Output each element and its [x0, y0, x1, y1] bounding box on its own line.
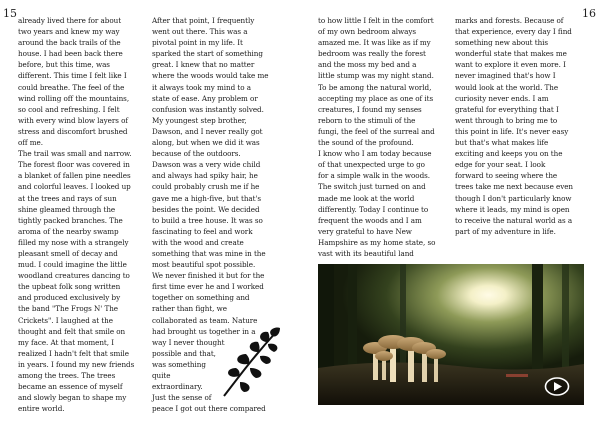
page-number-left: 15: [3, 7, 17, 20]
text-column-2: After that point, I frequently went out there. This was a pivotal point in my life. It sparked the start of something great. I knew that no matter where the woods would take me it always took my mind to a state of ease. Any problem or confusion was instantly solved. My youngest step brother, Dawson, and I never really got along, but when we did it was because of the outdoors. Dawson was a very wide child and always had spiky hair, he could probably crush me if he gave me a high-five, but that's besides the point. We decided to build a tree house. It was so fascinating to feel and work with the wood and create something that was mine in the most beautiful spot possible. We never finished it but for the first time ever he and I worked together on something and rather than fight, we collaborated as team. Nature had brought us together in a way I never thought possible and that, was something quite extraordinary. Just the sense of peace I got out there compared: [152, 16, 269, 414]
page-number-right: 16: [582, 7, 596, 20]
text-column-3: to how little I felt in the comfort of my own bedroom always amazed me. It was like as if my bedroom was really the forest and the moss my bed and a little stump was my night stand. To be among the natural world, accepting my place as one of its creatures, I found my senses reborn to the stimuli of the fungi, the feel of the surreal and the sound of the profound. I know who I am today because of that unexpected urge to go for a simple walk in the woods. The switch just turned on and made me look at the world differently. Today I continue to frequent the woods and I am very grateful to have New Hampshire as my home state, so vast with its beautiful land: [318, 16, 436, 258]
leaf-sprig-icon: [220, 326, 282, 398]
play-icon[interactable]: [544, 377, 570, 396]
text-column-4: marks and forests. Because of that experience, every day I find something new about this wonderful state that makes me want to explore it even more. I never imagined that's how I would look at the world. The curiosity never ends. I am grateful for everything that I went through to bring me to this point in life. It's never easy but that's what makes life exciting and keeps you on the edge for your seat. I look forward to seeing where the trees take me next because even though I don't particularly know where it leads, my mind is open to receive the natural world as a part of my adventure in life.: [455, 16, 574, 236]
text-column-1: already lived there for about two years and knew my way around the back trails of the house. I had been back there before, but this time, was different. This time I felt like I could breathe. The feel of the wind rolling off the mountains, so cool and refreshing. I felt with every wind blow layers of stress and discomfort brushed off me. The trail was small and narrow. The forest floor was covered in a blanket of fallen pine needles and colorful leaves. I looked up at the trees and rays of sun shine gleamed through the tightly packed branches. The aroma of the nearby swamp filled my nose with a strangely pleasant smell of decay and mud. I could imagine the little woodland creatures dancing to the upbeat folk song written and produced exclusively by the band "The Frogs N' The Crickets". I laughed at the thought and felt that smile on my face. At that moment, I realized I hadn't felt that smile in years. I found my new friends among the trees. The trees became an essence of myself and slowly began to shape my entire world.: [18, 16, 135, 414]
